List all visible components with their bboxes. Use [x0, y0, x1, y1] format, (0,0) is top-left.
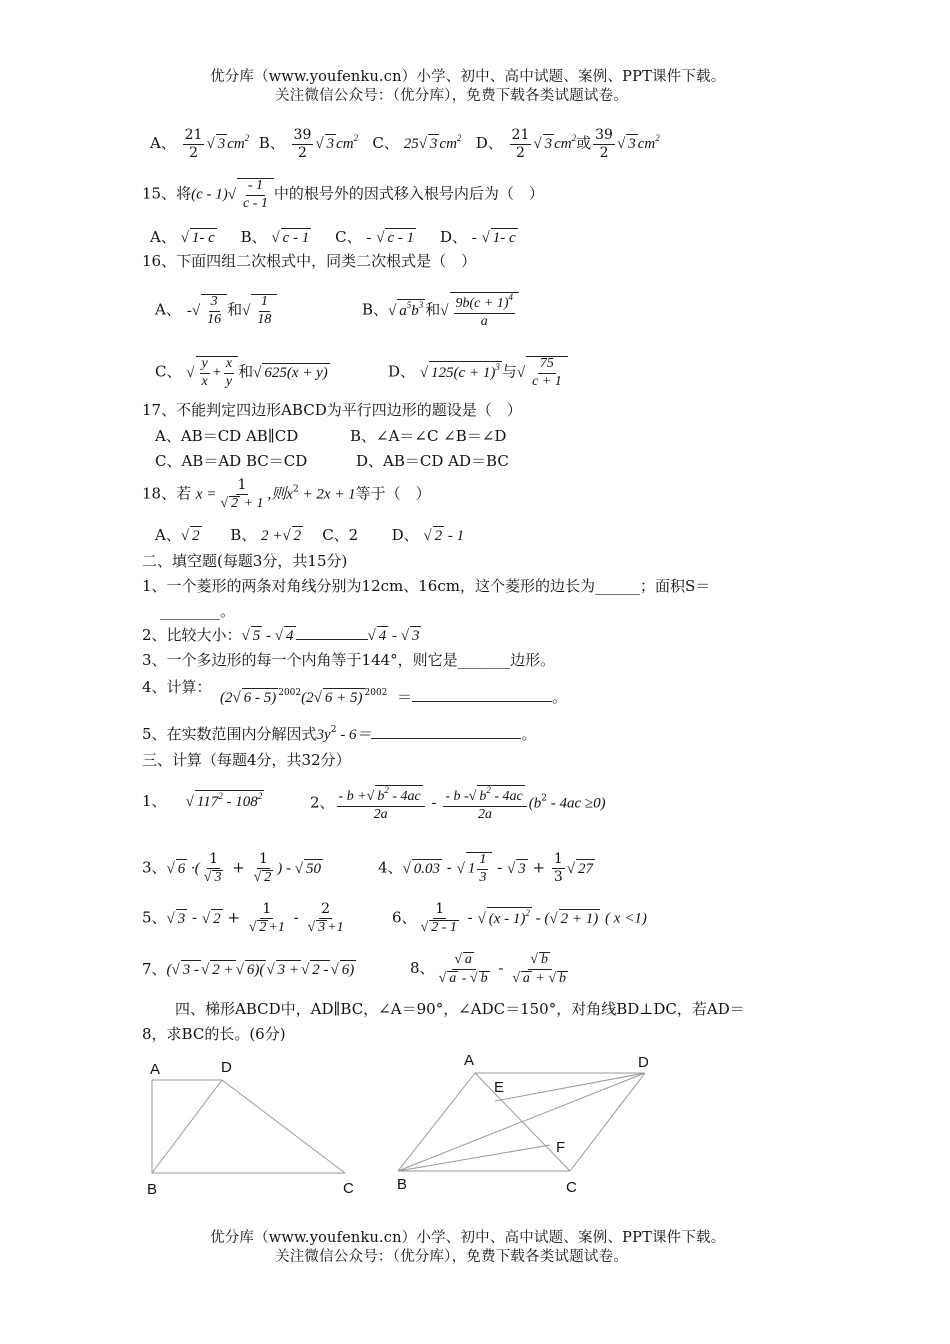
- edge-dc: [222, 1080, 345, 1173]
- segment-bf: [398, 1145, 550, 1171]
- fig2-label-a: A: [464, 1052, 475, 1069]
- section-2-title: 二、填空题(每题3分，共15分): [142, 552, 348, 570]
- calc-1: 1、 √ $117^2 - 108^2$: [142, 791, 263, 810]
- header-line-1: 优分库（www.youfenku.cn）小学、初中、高中试题、案例、PPT课件下载。: [210, 69, 726, 85]
- q18-stem: 18、若 x = $\frac{1}{√ 2 + 1}$ ,则$x^2 + 2x + 1$等于（ ）: [142, 477, 431, 511]
- calc-6: 6、 $\frac{1}{√ 2 - 1}$ - √ (x - 1)$^2$ - (√ 2 + 1) ( x <1): [392, 901, 647, 935]
- q14-options: A、 $\frac{21}{2}$ √ 3 $cm^2$ B、 $\frac{39}{2}$ √ 3 $cm^2$ C、 25√ 3 $cm^2$ D、 $\frac{21}{2}$ √ 3 $cm^2$或 $\frac{39}{2}$ √ 3 $cm^2$: [150, 127, 660, 161]
- q15-options: A、 √ 1- c B、 √ c - 1 C、 - √ c - 1 D、 - √ 1- c: [150, 228, 516, 246]
- q17-option-a: A、AB＝CD AB∥CD: [155, 427, 299, 445]
- q17-option-c: C、AB＝AD BC＝CD: [155, 452, 308, 470]
- calc-3: 3、√ 6 ·( $\frac{1}{√ 3}$ + $\frac{1}{√ 2}$ ) - √ 50: [142, 851, 321, 885]
- fig1-label-d: D: [221, 1059, 232, 1076]
- q18-options: A、√ 2 B、 2 +√ 2 C、2 D、 √ 2 - 1: [155, 526, 465, 544]
- q16-option-a: A、 -√ $\frac{3}{16}$ 和√ $\frac{1}{18}$: [155, 294, 277, 327]
- footer-line-2: 关注微信公众号：（优分库），免费下载各类试题试卷。: [275, 1249, 628, 1265]
- trapezoid-figure: [140, 1055, 370, 1205]
- footer-line-1: 优分库（www.youfenku.cn）小学、初中、高中试题、案例、PPT课件下载。: [210, 1230, 726, 1246]
- fill-3: 3、一个多边形的每一个内角等于144°，则它是_______边形。: [142, 651, 556, 669]
- fill-1: 1、一个菱形的两条对角线分别为12cm、16cm，这个菱形的边长为______；面积S＝: [142, 577, 711, 595]
- q17-option-b: B、∠A＝∠C ∠B＝∠D: [350, 427, 507, 445]
- fig1-label-b: B: [147, 1181, 158, 1198]
- fill-4: 4、计算：: [142, 678, 212, 696]
- q16-option-c: C、 √ $\frac{y}{x}$ + $\frac{x}{y}$ 和√ 625(x + y): [155, 356, 328, 389]
- fill-5: 5、在实数范围内分解因式$3y^2 - 6=$ 。: [142, 725, 537, 743]
- section-4-text: 四、梯形ABCD中，AD∥BC，∠A＝90°，∠ADC＝150°，对角线BD⊥DC，若AD＝: [175, 1000, 745, 1018]
- section-4-text-2: 8，求BC的长。(6分): [142, 1025, 286, 1043]
- fig1-label-a: A: [150, 1061, 161, 1078]
- header-line-2: 关注微信公众号：（优分库），免费下载各类试题试卷。: [275, 88, 628, 104]
- fig2-label-d: D: [638, 1054, 649, 1071]
- parallelogram-figure: [390, 1060, 660, 1190]
- calc-7: 7、(√ 3 -√ 2 +√ 6)( √ 3 +√ 2 -√ 6): [142, 960, 355, 978]
- q16-option-d: D、 √ $125(c + 1)^3$ 与√ $\frac{75}{c + 1}$: [388, 356, 568, 389]
- fill-1-blank: ________。: [160, 602, 236, 620]
- fig2-label-c: C: [566, 1179, 577, 1196]
- calc-8: 8、 $\frac{√ a}{√ a - √ b}$ - $\frac{√ b}{√ a + √ b}$: [410, 952, 567, 986]
- q17-option-d: D、AB＝CD AD＝BC: [356, 452, 509, 470]
- fig2-label-f: F: [556, 1139, 566, 1156]
- fig2-label-b: B: [397, 1176, 408, 1193]
- q16-option-b: B、√ $a^5b^3$ 和√ $\frac{9b(c + 1)^4}{a}$: [362, 292, 519, 329]
- segment-ed: [495, 1073, 645, 1101]
- fig1-label-c: C: [343, 1180, 354, 1197]
- section-3-title: 三、计算（每题4分，共32分）: [142, 751, 351, 769]
- fig2-label-e: E: [494, 1079, 505, 1096]
- calc-4: 4、√ 0.03 - √ 1 $\frac{1}{3}$ - √ 3 + $\frac{1}{3}$ √ 27: [378, 851, 593, 886]
- fill-4-expr: (2√ 6 - 5) $^{2002}$(2√ 6 + 5) $^{2002}$ ＝ 。: [220, 688, 567, 706]
- edge-ab: [398, 1073, 475, 1171]
- q17-stem: 17、不能判定四边形ABCD为平行四边形的题设是（ ）: [142, 401, 522, 419]
- calc-5: 5、√ 3 - √ 2 + $\frac{1}{√ 2 +1}$ - $\frac{2}{√ 3 +1}$: [142, 901, 344, 935]
- diagonal-bd: [152, 1080, 222, 1173]
- q15-stem: 15、将(c - 1)√ $\frac{- 1}{c - 1}$ 中的根号外的因式移入根号内后为（ ）: [142, 178, 544, 211]
- fill-2: 2、比较大小：√ 5 - √ 4 √ 4 - √ 3: [142, 626, 420, 644]
- q16-stem: 16、下面四组二次根式中，同类二次根式是（ ）: [142, 252, 477, 270]
- calc-2: 2、 $\frac{- b +√ b^2 - 4ac}{2a}$ - $\frac{- b -√ b^2 - 4ac}{2a}$ $(b^2 - 4ac \ge 0)$: [310, 785, 606, 822]
